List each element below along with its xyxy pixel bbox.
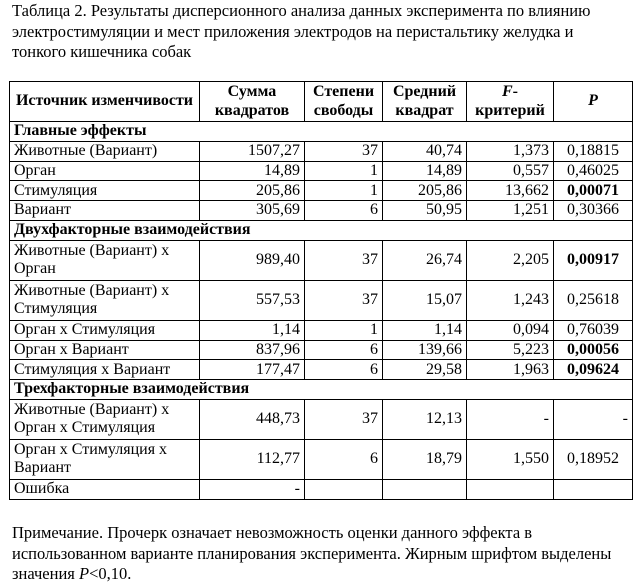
cell-degrees-of-freedom: 1 [305, 161, 383, 181]
table-caption: Таблица 2. Результаты дисперсионного анализа данных эксперимента по влиянию электростимуляции и мест приложения электродов на перистальтику желудка и тонкого кишечника собак [12, 1, 591, 61]
cell-degrees-of-freedom: 1 [305, 320, 383, 340]
cell-sum-of-squares: 205,86 [200, 181, 305, 201]
cell-mean-square: 205,86 [383, 181, 467, 201]
cell-degrees-of-freedom: 37 [305, 141, 383, 161]
cell-f-criterion: 1,550 [467, 439, 554, 479]
note-text: Примечание. Прочерк означает невозможность оценки данного эффекта в использованном варианте планирования эксперимента. Жирным шрифтом выделены значения [12, 523, 612, 583]
cell-source: Орган х Стимуляция х Вариант [10, 439, 200, 479]
cell-sum-of-squares: 1,14 [200, 320, 305, 340]
table-row [10, 439, 633, 479]
cell-p-value: 0,76039 [554, 320, 633, 340]
cell-mean-square: 29,58 [383, 360, 467, 380]
cell-source: Вариант [10, 201, 200, 221]
cell-f-criterion: 0,094 [467, 320, 554, 340]
table-row [10, 201, 633, 221]
cell-degrees-of-freedom [305, 479, 383, 499]
cell-sum-of-squares: 305,69 [200, 201, 305, 221]
cell-p-value: 0,18952 [554, 439, 633, 479]
cell-sum-of-squares: 14,89 [200, 161, 305, 181]
cell-source: Орган х Стимуляция [10, 320, 200, 340]
table-row [10, 360, 633, 380]
cell-f-criterion: 5,223 [467, 340, 554, 360]
cell-f-criterion: 1,963 [467, 360, 554, 380]
cell-mean-square: 15,07 [383, 280, 467, 320]
cell-sum-of-squares: 837,96 [200, 340, 305, 360]
cell-p-value: 0,00917 [554, 240, 633, 280]
cell-degrees-of-freedom: 6 [305, 201, 383, 221]
cell-sum-of-squares: 177,47 [200, 360, 305, 380]
table-row [10, 320, 633, 340]
cell-mean-square: 1,14 [383, 320, 467, 340]
cell-mean-square: 50,95 [383, 201, 467, 221]
header-p [554, 82, 633, 122]
header-source: Источник изменчивости [10, 82, 200, 122]
table-row [10, 141, 633, 161]
cell-source: Орган [10, 161, 200, 181]
cell-p-value: 0,00056 [554, 340, 633, 360]
cell-source: Стимуляция [10, 181, 200, 201]
cell-degrees-of-freedom: 1 [305, 181, 383, 201]
cell-source: Животные (Вариант) х Орган [10, 240, 200, 280]
cell-mean-square: 26,74 [383, 240, 467, 280]
cell-source: Животные (Вариант) х Орган х Стимуляция [10, 399, 200, 439]
cell-p-value: 0,30366 [554, 201, 633, 221]
cell-source: Животные (Вариант) [10, 141, 200, 161]
table-body [10, 122, 633, 500]
cell-p-value: 0,25618 [554, 280, 633, 320]
table-row [10, 161, 633, 181]
cell-degrees-of-freedom: 6 [305, 360, 383, 380]
cell-p-value: 0,09624 [554, 360, 633, 380]
section-title: Главные эффекты [10, 122, 633, 142]
cell-p-value: - [554, 399, 633, 439]
cell-source: Орган х Вариант [10, 340, 200, 360]
header-row [10, 82, 633, 122]
table-row [10, 399, 633, 439]
cell-mean-square: 40,74 [383, 141, 467, 161]
cell-p-value: 0,46025 [554, 161, 633, 181]
cell-sum-of-squares: 1507,27 [200, 141, 305, 161]
section-title: Двухфакторные взаимодействия [10, 220, 633, 240]
f-rest: -критерий [475, 83, 545, 119]
anova-table [9, 81, 633, 500]
section-header-row [10, 122, 633, 142]
table-row [10, 240, 633, 280]
cell-degrees-of-freedom: 37 [305, 240, 383, 280]
cell-sum-of-squares: 989,40 [200, 240, 305, 280]
cell-sum-of-squares: 112,77 [200, 439, 305, 479]
section-title: Трехфакторные взаимодействия [10, 380, 633, 400]
cell-source: Стимуляция х Вариант [10, 360, 200, 380]
cell-f-criterion: 1,251 [467, 201, 554, 221]
cell-f-criterion: 2,205 [467, 240, 554, 280]
f-letter: F [502, 83, 513, 100]
cell-source: Животные (Вариант) х Стимуляция [10, 280, 200, 320]
note-p: P [79, 564, 90, 583]
cell-sum-of-squares: 448,73 [200, 399, 305, 439]
cell-f-criterion [467, 479, 554, 499]
cell-degrees-of-freedom: 37 [305, 280, 383, 320]
cell-f-criterion: 1,243 [467, 280, 554, 320]
cell-p-value: 0,18815 [554, 141, 633, 161]
header-f-criterion [467, 82, 554, 122]
note-suffix: <0,10. [89, 564, 132, 583]
header-degrees-of-freedom: Степени свободы [305, 82, 383, 122]
cell-mean-square: 139,66 [383, 340, 467, 360]
table-row [10, 340, 633, 360]
section-header-row [10, 220, 633, 240]
cell-degrees-of-freedom: 6 [305, 439, 383, 479]
cell-sum-of-squares: 557,53 [200, 280, 305, 320]
cell-mean-square: 14,89 [383, 161, 467, 181]
cell-mean-square [383, 479, 467, 499]
p-letter: P [588, 92, 598, 110]
cell-f-criterion: 1,373 [467, 141, 554, 161]
table-note [12, 523, 630, 585]
cell-p-value: 0,00071 [554, 181, 633, 201]
header-mean-square: Средний квадрат [383, 82, 467, 122]
cell-degrees-of-freedom: 6 [305, 340, 383, 360]
table-row [10, 181, 633, 201]
cell-mean-square: 12,13 [383, 399, 467, 439]
cell-p-value [554, 479, 633, 499]
header-sum-of-squares: Сумма квадратов [200, 82, 305, 122]
cell-source: Ошибка [10, 479, 200, 499]
section-header-row [10, 380, 633, 400]
cell-degrees-of-freedom: 37 [305, 399, 383, 439]
table-row [10, 479, 633, 499]
table-row [10, 280, 633, 320]
cell-f-criterion: 0,557 [467, 161, 554, 181]
cell-sum-of-squares: - [200, 479, 305, 499]
cell-mean-square: 18,79 [383, 439, 467, 479]
cell-f-criterion: - [467, 399, 554, 439]
cell-f-criterion: 13,662 [467, 181, 554, 201]
